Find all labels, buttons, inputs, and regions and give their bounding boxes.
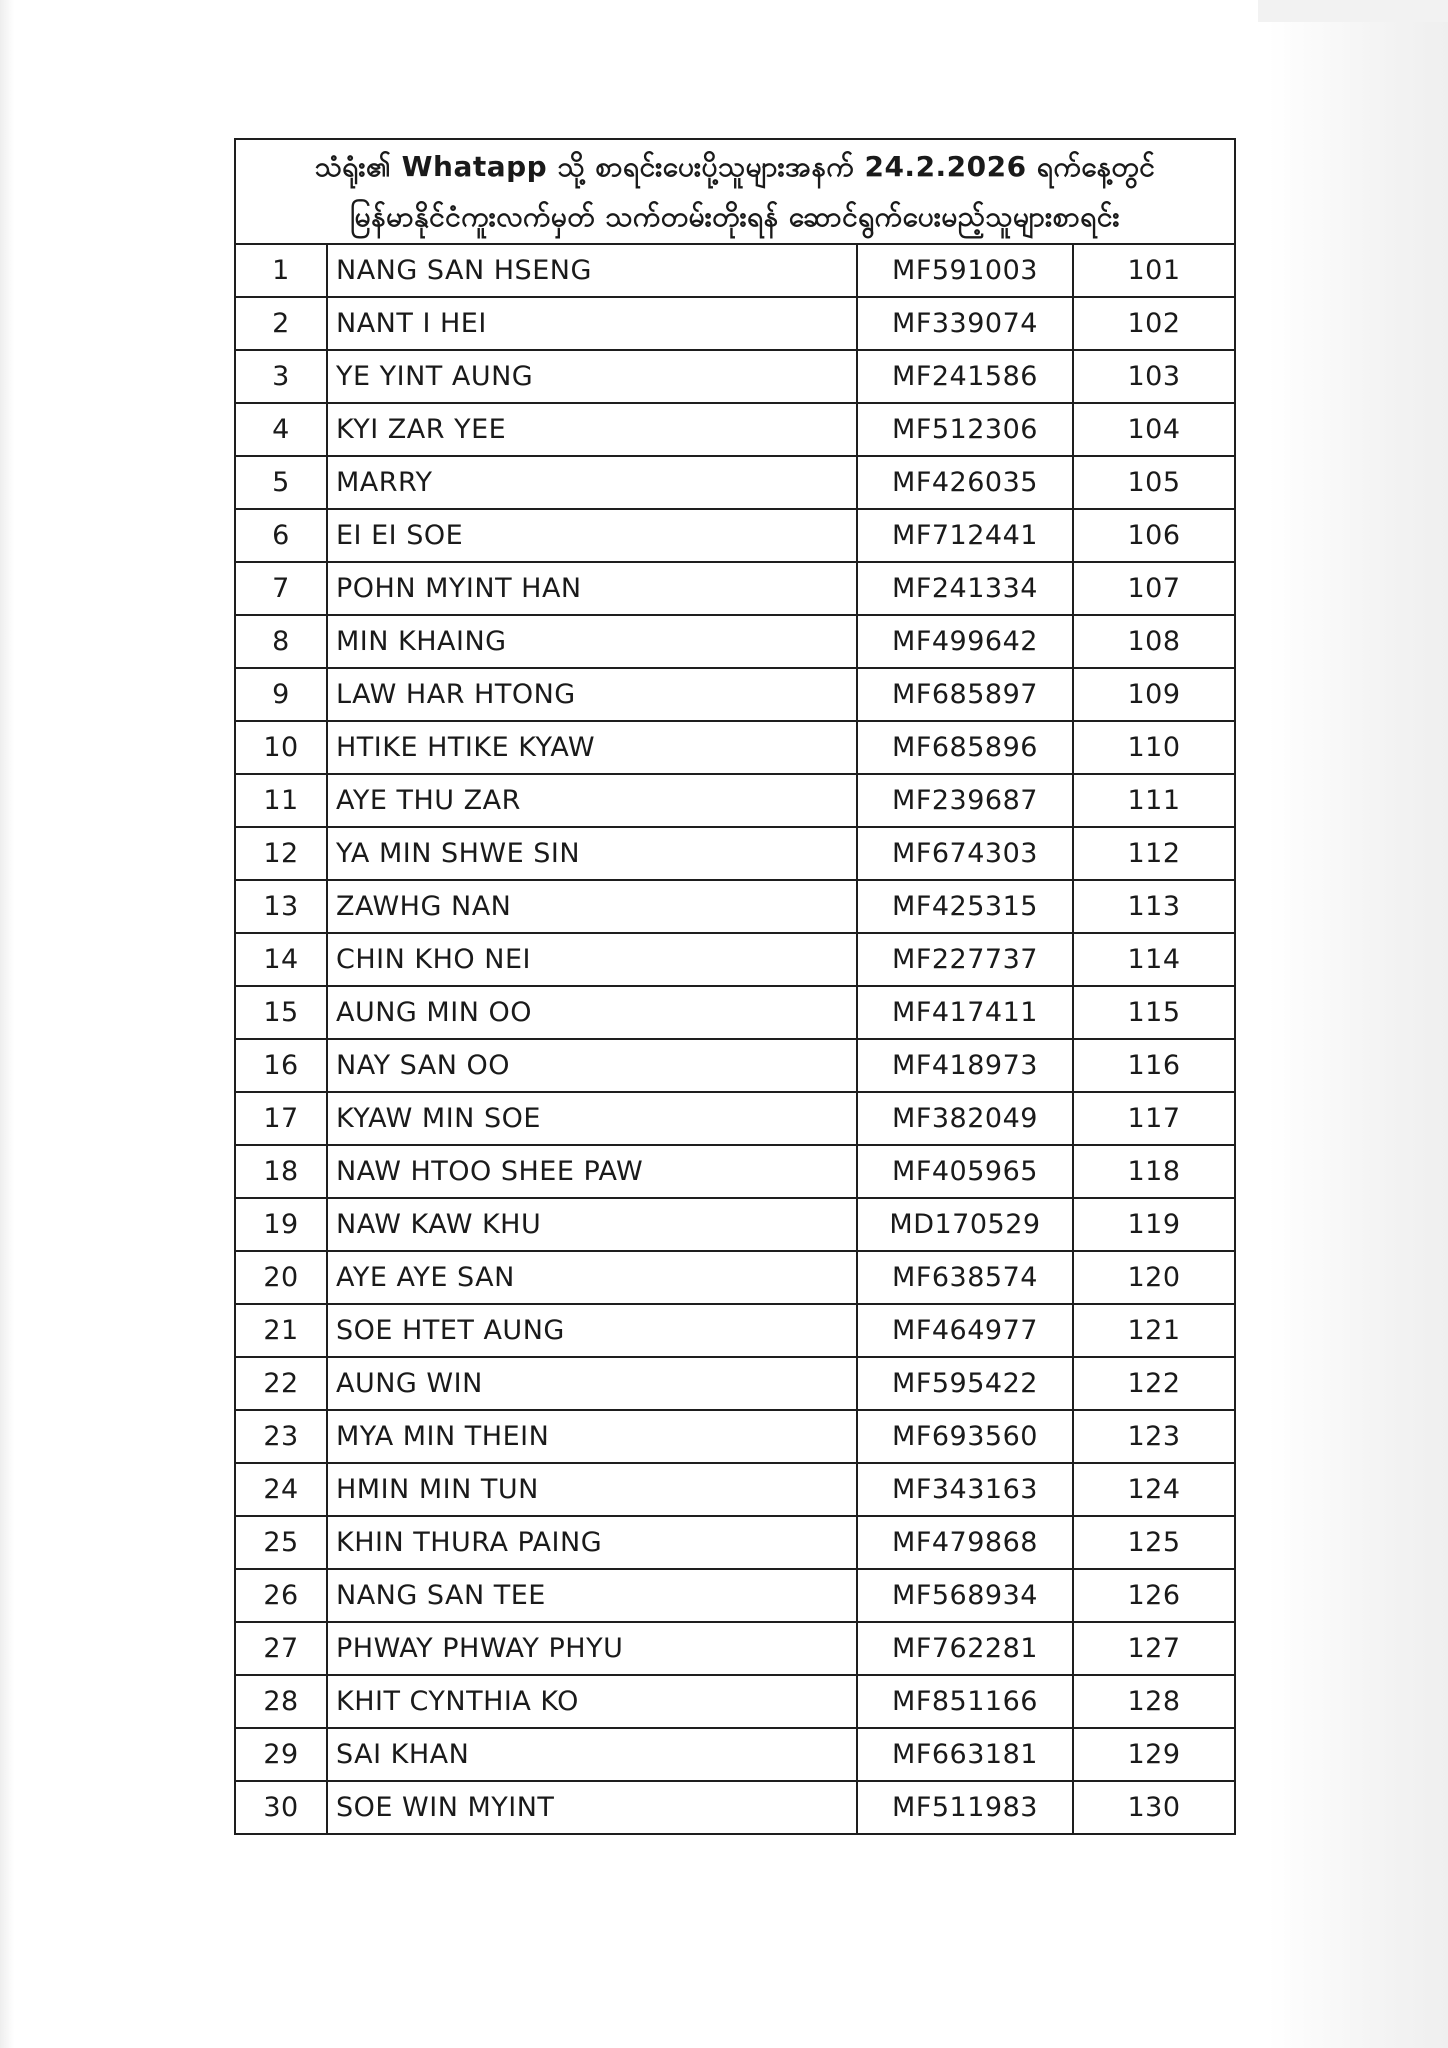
passport-number-cell: MF227737: [857, 933, 1073, 986]
sequence-number-cell: 108: [1073, 615, 1235, 668]
sequence-number-cell: 118: [1073, 1145, 1235, 1198]
table-row: [235, 1569, 1235, 1622]
passport-number-cell: MD170529: [857, 1198, 1073, 1251]
table-row: [235, 827, 1235, 880]
sequence-number-cell: 103: [1073, 350, 1235, 403]
row-number-cell: 20: [235, 1251, 327, 1304]
passport-number-cell: MF418973: [857, 1039, 1073, 1092]
table-row: [235, 774, 1235, 827]
table-row: [235, 1039, 1235, 1092]
row-number-cell: 14: [235, 933, 327, 986]
table-title-line-1: သံရုံး၏ Whatapp သို့ စာရင်းပေးပို့သူများအနက် 24.2.2026 ရက်နေ့တွင်: [314, 149, 1156, 183]
table-row: [235, 244, 1235, 297]
sequence-number-cell: 101: [1073, 244, 1235, 297]
table-title-line-2: မြန်မာနိုင်ငံကူးလက်မှတ် သက်တမ်းတိုးရန် ဆောင်ရွက်ပေးမည့်သူများစာရင်း: [349, 199, 1121, 233]
person-name-cell: SOE WIN MYINT: [327, 1781, 857, 1834]
table-row: [235, 1516, 1235, 1569]
passport-number-cell: MF512306: [857, 403, 1073, 456]
table-row: [235, 933, 1235, 986]
sequence-number-cell: 120: [1073, 1251, 1235, 1304]
row-number-cell: 2: [235, 297, 327, 350]
person-name-cell: NANG SAN TEE: [327, 1569, 857, 1622]
passport-renewal-table: [234, 138, 1236, 1835]
table-row: [235, 509, 1235, 562]
row-number-cell: 4: [235, 403, 327, 456]
person-name-cell: NANT I HEI: [327, 297, 857, 350]
passport-number-cell: MF425315: [857, 880, 1073, 933]
passport-number-cell: MF405965: [857, 1145, 1073, 1198]
passport-number-cell: MF479868: [857, 1516, 1073, 1569]
person-name-cell: KYAW MIN SOE: [327, 1092, 857, 1145]
sequence-number-cell: 124: [1073, 1463, 1235, 1516]
row-number-cell: 7: [235, 562, 327, 615]
table-row: [235, 350, 1235, 403]
person-name-cell: ZAWHG NAN: [327, 880, 857, 933]
row-number-cell: 1: [235, 244, 327, 297]
passport-number-cell: MF591003: [857, 244, 1073, 297]
sequence-number-cell: 125: [1073, 1516, 1235, 1569]
table-row: [235, 1728, 1235, 1781]
row-number-cell: 30: [235, 1781, 327, 1834]
sequence-number-cell: 106: [1073, 509, 1235, 562]
sequence-number-cell: 102: [1073, 297, 1235, 350]
table-row: [235, 1304, 1235, 1357]
person-name-cell: AYE AYE SAN: [327, 1251, 857, 1304]
passport-number-cell: MF693560: [857, 1410, 1073, 1463]
table-row: [235, 1092, 1235, 1145]
person-name-cell: POHN MYINT HAN: [327, 562, 857, 615]
passport-number-cell: MF638574: [857, 1251, 1073, 1304]
row-number-cell: 28: [235, 1675, 327, 1728]
sequence-number-cell: 114: [1073, 933, 1235, 986]
passport-number-cell: MF685897: [857, 668, 1073, 721]
table-row: [235, 1622, 1235, 1675]
scan-shadow-left: [0, 0, 14, 2048]
passport-number-cell: MF499642: [857, 615, 1073, 668]
row-number-cell: 10: [235, 721, 327, 774]
row-number-cell: 24: [235, 1463, 327, 1516]
table-row: [235, 986, 1235, 1039]
table-row: [235, 1357, 1235, 1410]
row-number-cell: 26: [235, 1569, 327, 1622]
table-row: [235, 1410, 1235, 1463]
sequence-number-cell: 129: [1073, 1728, 1235, 1781]
table-row: [235, 456, 1235, 509]
table-row: [235, 880, 1235, 933]
row-number-cell: 6: [235, 509, 327, 562]
table-row: [235, 1675, 1235, 1728]
person-name-cell: AYE THU ZAR: [327, 774, 857, 827]
row-number-cell: 3: [235, 350, 327, 403]
sequence-number-cell: 121: [1073, 1304, 1235, 1357]
passport-number-cell: MF762281: [857, 1622, 1073, 1675]
table-row: [235, 1198, 1235, 1251]
table-header-row: [235, 139, 1235, 244]
row-number-cell: 15: [235, 986, 327, 1039]
person-name-cell: MIN KHAING: [327, 615, 857, 668]
passport-number-cell: MF241586: [857, 350, 1073, 403]
row-number-cell: 29: [235, 1728, 327, 1781]
row-number-cell: 22: [235, 1357, 327, 1410]
passport-number-cell: MF595422: [857, 1357, 1073, 1410]
passport-number-cell: MF464977: [857, 1304, 1073, 1357]
sequence-number-cell: 109: [1073, 668, 1235, 721]
sequence-number-cell: 127: [1073, 1622, 1235, 1675]
row-number-cell: 17: [235, 1092, 327, 1145]
table-row: [235, 668, 1235, 721]
person-name-cell: NAY SAN OO: [327, 1039, 857, 1092]
row-number-cell: 8: [235, 615, 327, 668]
table-row: [235, 1145, 1235, 1198]
person-name-cell: YA MIN SHWE SIN: [327, 827, 857, 880]
person-name-cell: LAW HAR HTONG: [327, 668, 857, 721]
sequence-number-cell: 119: [1073, 1198, 1235, 1251]
person-name-cell: MARRY: [327, 456, 857, 509]
passport-number-cell: MF712441: [857, 509, 1073, 562]
person-name-cell: SOE HTET AUNG: [327, 1304, 857, 1357]
table-row: [235, 1251, 1235, 1304]
table-row: [235, 297, 1235, 350]
person-name-cell: NAW HTOO SHEE PAW: [327, 1145, 857, 1198]
passport-number-cell: MF343163: [857, 1463, 1073, 1516]
table-row: [235, 721, 1235, 774]
passport-number-cell: MF568934: [857, 1569, 1073, 1622]
passport-number-cell: MF339074: [857, 297, 1073, 350]
person-name-cell: MYA MIN THEIN: [327, 1410, 857, 1463]
person-name-cell: AUNG MIN OO: [327, 986, 857, 1039]
sequence-number-cell: 111: [1073, 774, 1235, 827]
table-row: [235, 1781, 1235, 1834]
row-number-cell: 21: [235, 1304, 327, 1357]
sequence-number-cell: 122: [1073, 1357, 1235, 1410]
sequence-number-cell: 126: [1073, 1569, 1235, 1622]
passport-number-cell: MF382049: [857, 1092, 1073, 1145]
scan-shadow-right: [1268, 0, 1448, 2048]
sequence-number-cell: 117: [1073, 1092, 1235, 1145]
person-name-cell: EI EI SOE: [327, 509, 857, 562]
passport-number-cell: MF851166: [857, 1675, 1073, 1728]
row-number-cell: 5: [235, 456, 327, 509]
row-number-cell: 12: [235, 827, 327, 880]
passport-number-cell: MF241334: [857, 562, 1073, 615]
person-name-cell: KHIT CYNTHIA KO: [327, 1675, 857, 1728]
passport-number-cell: MF511983: [857, 1781, 1073, 1834]
passport-number-cell: MF663181: [857, 1728, 1073, 1781]
table-row: [235, 562, 1235, 615]
person-name-cell: NAW KAW KHU: [327, 1198, 857, 1251]
sequence-number-cell: 105: [1073, 456, 1235, 509]
person-name-cell: PHWAY PHWAY PHYU: [327, 1622, 857, 1675]
row-number-cell: 23: [235, 1410, 327, 1463]
passport-number-cell: MF417411: [857, 986, 1073, 1039]
sequence-number-cell: 110: [1073, 721, 1235, 774]
person-name-cell: KHIN THURA PAING: [327, 1516, 857, 1569]
scan-shadow-top-right: [1258, 0, 1448, 22]
table-row: [235, 615, 1235, 668]
person-name-cell: YE YINT AUNG: [327, 350, 857, 403]
person-name-cell: KYI ZAR YEE: [327, 403, 857, 456]
sequence-number-cell: 130: [1073, 1781, 1235, 1834]
row-number-cell: 25: [235, 1516, 327, 1569]
person-name-cell: SAI KHAN: [327, 1728, 857, 1781]
person-name-cell: AUNG WIN: [327, 1357, 857, 1410]
person-name-cell: HTIKE HTIKE KYAW: [327, 721, 857, 774]
sequence-number-cell: 104: [1073, 403, 1235, 456]
passport-number-cell: MF685896: [857, 721, 1073, 774]
sequence-number-cell: 115: [1073, 986, 1235, 1039]
row-number-cell: 11: [235, 774, 327, 827]
passport-number-cell: MF426035: [857, 456, 1073, 509]
sequence-number-cell: 112: [1073, 827, 1235, 880]
sequence-number-cell: 116: [1073, 1039, 1235, 1092]
person-name-cell: HMIN MIN TUN: [327, 1463, 857, 1516]
sequence-number-cell: 128: [1073, 1675, 1235, 1728]
sequence-number-cell: 107: [1073, 562, 1235, 615]
passport-number-cell: MF674303: [857, 827, 1073, 880]
table-row: [235, 1463, 1235, 1516]
person-name-cell: CHIN KHO NEI: [327, 933, 857, 986]
table-row: [235, 403, 1235, 456]
row-number-cell: 27: [235, 1622, 327, 1675]
table-body: [235, 139, 1235, 1834]
row-number-cell: 19: [235, 1198, 327, 1251]
sequence-number-cell: 123: [1073, 1410, 1235, 1463]
row-number-cell: 16: [235, 1039, 327, 1092]
sequence-number-cell: 113: [1073, 880, 1235, 933]
passport-number-cell: MF239687: [857, 774, 1073, 827]
row-number-cell: 9: [235, 668, 327, 721]
row-number-cell: 13: [235, 880, 327, 933]
table-title-cell: [235, 139, 1235, 244]
row-number-cell: 18: [235, 1145, 327, 1198]
person-name-cell: NANG SAN HSENG: [327, 244, 857, 297]
